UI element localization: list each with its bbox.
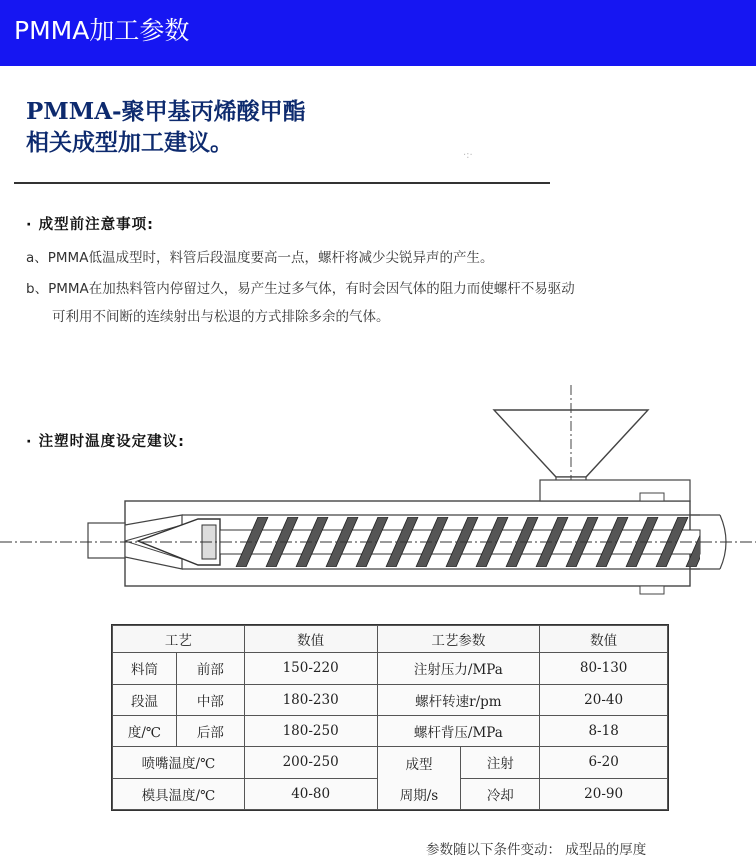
header-value-2: 数值 (540, 626, 668, 653)
cell-zone: 后部 (176, 715, 244, 746)
cell-barrel-label: 度/℃ (113, 715, 177, 746)
cell-param: 螺杆转速r/pm (377, 684, 540, 715)
section-title-temperature-text: 注塑时温度设定建议: (38, 434, 185, 450)
cell-param: 注射压力/MPa (377, 653, 540, 684)
header-process: 工艺 (113, 626, 245, 653)
cell-barrel-label: 段温 (113, 684, 177, 715)
cell-param-value: 20-40 (540, 684, 668, 715)
note-b-line-2: 可利用不间断的连续射出与松退的方式排除多余的气体。 (52, 309, 390, 325)
bullet-dot: · (26, 434, 33, 450)
cell-param-value: 8-18 (540, 715, 668, 746)
cell-cycle-stage: 冷却 (461, 778, 540, 809)
cell-value: 180-230 (244, 684, 377, 715)
section-title-preparation-text: 成型前注意事项: (38, 217, 154, 233)
cell-barrel-label: 料筒 (113, 653, 177, 684)
cell-zone: 前部 (176, 653, 244, 684)
heading-line-1: PMMA-聚甲基丙烯酸甲酯 (26, 98, 306, 125)
screw-barrel-diagram (0, 385, 756, 600)
decorative-dots: ·:· (463, 150, 473, 161)
cell-mold-label: 模具温度/℃ (113, 778, 245, 809)
cell-cycle-label: 周期/s (377, 778, 461, 809)
header-value: 数值 (244, 626, 377, 653)
cell-param: 螺杆背压/MPa (377, 715, 540, 746)
cell-value: 150-220 (244, 653, 377, 684)
cell-cycle-stage: 注射 (461, 747, 540, 778)
note-b-line-1: b、PMMA在加热料管内停留过久，易产生过多气体，有时会因气体的阻力而使螺杆不易驱动 (26, 281, 575, 297)
cell-param-value: 80-130 (540, 653, 668, 684)
cell-cycle-label: 成型 (377, 747, 461, 778)
cell-value: 180-250 (244, 715, 377, 746)
parameter-table (111, 624, 669, 811)
note-a: a、PMMA低温成型时，料管后段温度要高一点，螺杆将减少尖锐异声的产生。 (26, 250, 494, 266)
section-title-preparation (26, 213, 154, 234)
cell-nozzle-label: 喷嘴温度/℃ (113, 747, 245, 778)
cell-zone: 中部 (176, 684, 244, 715)
nozzle (88, 523, 125, 558)
page-heading (26, 96, 306, 158)
table-row (113, 653, 668, 684)
header-param: 工艺参数 (377, 626, 540, 653)
heater-band-top (640, 493, 664, 501)
heading-divider (14, 182, 550, 184)
cell-value: 40-80 (244, 778, 377, 809)
table-row (113, 684, 668, 715)
banner-title: PMMA加工参数 (14, 16, 190, 45)
cell-param-value: 20-90 (540, 778, 668, 809)
title-banner (0, 0, 756, 66)
heater-band-bottom (640, 586, 664, 594)
table-row (113, 778, 668, 809)
table-row (113, 747, 668, 778)
cell-param-value: 6-20 (540, 747, 668, 778)
table-header-row (113, 626, 668, 653)
table-row (113, 715, 668, 746)
heading-line-2: 相关成型加工建议。 (26, 129, 233, 156)
cell-value: 200-250 (244, 747, 377, 778)
feed-block (540, 480, 690, 501)
bullet-dot: · (26, 217, 33, 233)
footnote: 参数随以下条件变动： 成型品的厚度 (426, 842, 647, 858)
